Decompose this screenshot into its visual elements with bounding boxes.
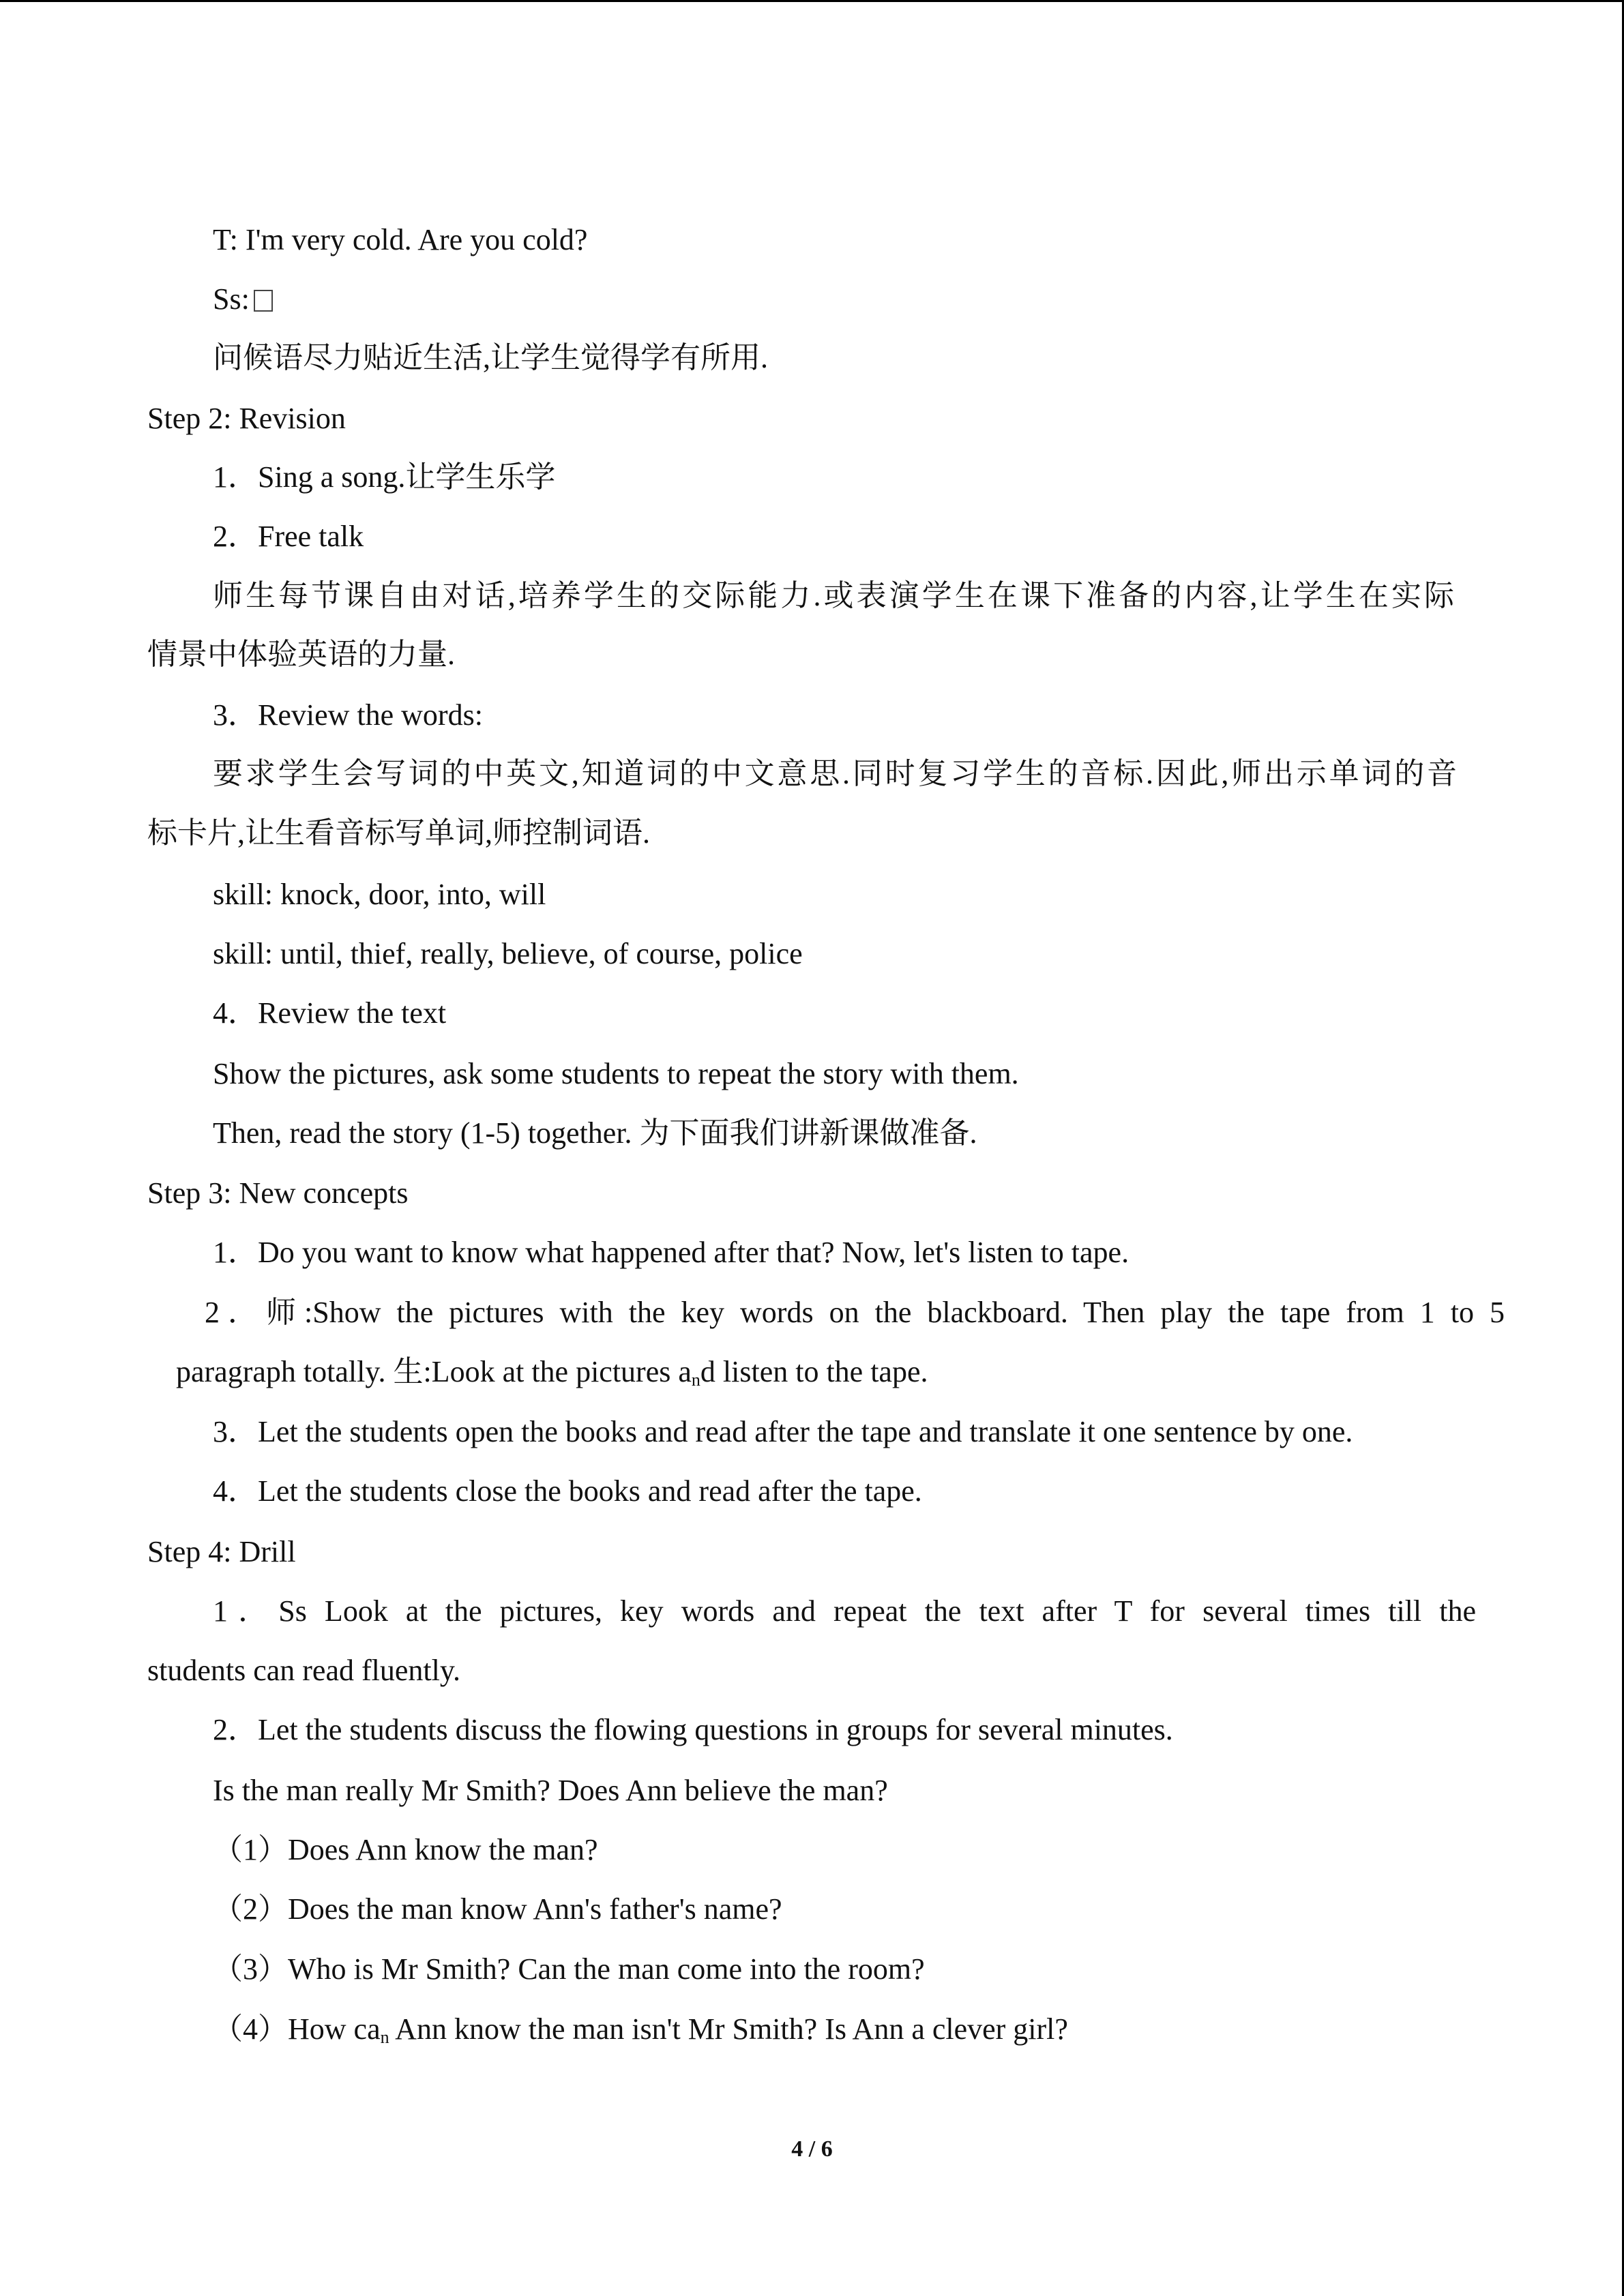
step-2-item-4: 4．Review the text [213,996,447,1030]
step-2-heading: Step 2: Revision [147,402,346,435]
step-2-item-1: 1．Sing a song.让学生乐学 [213,460,556,494]
question-2: （2）Does the man know Ann's father's name? [213,1892,782,1926]
greeting-note: 问候语尽力贴近生活,让学生觉得学有所用. [213,341,768,374]
question-4: （4）How $ca_n$ Ann know the man isn't Mr Smith? Is Ann a clever girl? [213,2012,1068,2047]
skill-words-1: skill: knock, door, into, will [213,878,546,911]
step-4-item-1-line-2: students can read fluently. [147,1654,460,1687]
step-2-item-3: 3．Review the words: [213,698,483,732]
review-words-paragraph-line-2: 标卡片,让生看音标写单词,师控制词语. [147,816,650,850]
review-words-paragraph-line-1: 要求学生会写词的中英文,知道词的中文意思.同时复习学生的音标.因此,师出示单词的音 [213,757,1457,790]
question-1: （1）Does Ann know the man? [213,1833,598,1866]
step-3-item-2-line-1: 2．师:Show the pictures with the key words on the blackboard. Then play the tape from 1 to 5 [205,1296,1505,1329]
review-text-line-2: Then, read the story (1-5) together. 为下面我们讲新课做准备. [213,1116,977,1150]
step-3-heading: Step 3: New concepts [147,1176,409,1210]
free-talk-paragraph-line-1: 师生每节课自由对话,培养学生的交际能力.或表演学生在课下准备的内容,让学生在实际 [213,579,1454,612]
discussion-question-intro: Is the man really Mr Smith? Does Ann believe the man? [213,1774,888,1807]
page-number: 4 / 6 [791,2136,833,2162]
dialogue-students: Ss: [213,284,273,314]
step-2-item-2: 2．Free talk [213,520,364,553]
free-talk-paragraph-line-2: 情景中体验英语的力量. [147,638,455,671]
step-4-heading: Step 4: Drill [147,1535,296,1568]
review-text-line-1: Show the pictures, ask some students to repeat the story with them. [213,1057,1019,1090]
step-3-item-2-line-2: paragraph totally. 生:Look at the pictures $a_nd$ listen to the tape. [176,1355,928,1390]
step-4-item-1-line-1: 1．Ss Look at the pictures, key words and repeat the text after T for several times till the [213,1594,1476,1628]
question-3: （3）Who is Mr Smith? Can the man come into the room? [213,1952,925,1986]
step-3-item-4: 4．Let the students close the books and read after the tape. [213,1474,922,1508]
step-3-item-1: 1．Do you want to know what happened after that? Now, let's listen to tape. [213,1236,1130,1269]
skill-words-2: skill: until, thief, really, believe, of course, police [213,937,803,970]
step-4-item-2: 2．Let the students discuss the flowing questions in groups for several minutes. [213,1713,1173,1746]
dialogue-teacher: T: I'm very cold. Are you cold? [213,223,588,256]
empty-box-glyph [254,290,273,312]
step-3-item-3: 3．Let the students open the books and read after the tape and translate it one sentence by one. [213,1415,1353,1448]
